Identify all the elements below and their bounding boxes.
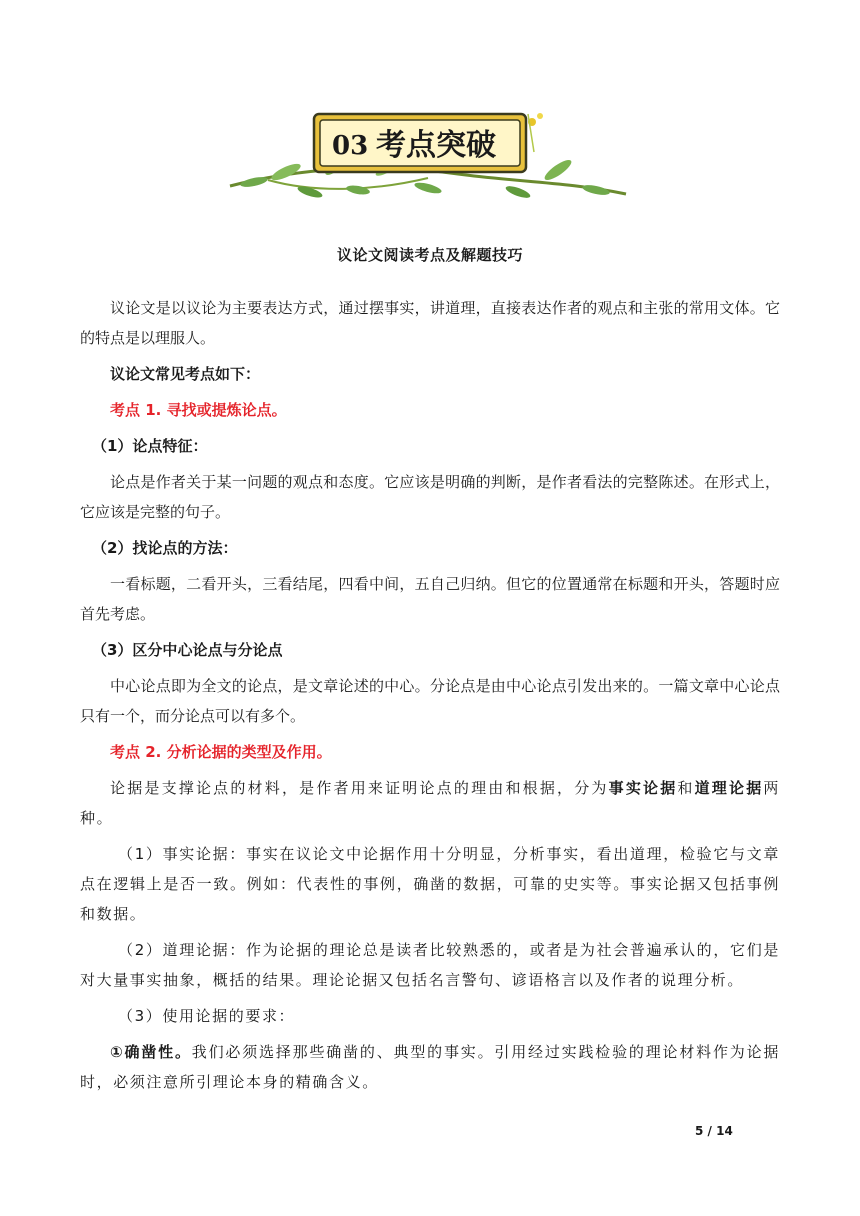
point2-requirements: （3）使用论据的要求：	[118, 1007, 296, 1025]
banner-number: 03	[332, 131, 369, 161]
reason-evidence-term: 道理论据	[694, 779, 764, 797]
point2-fact-evidence: （1）事实论据：事实在议论文中论据作用十分明显，分析事实，看出道理，检验它与文章点在逻辑上是否一致。例如：代表性的事例，确凿的数据，可靠的史实等。事实论据又包括事例和数据。	[80, 845, 780, 923]
page-title: 议论文阅读考点及解题技巧	[336, 246, 523, 264]
page-number: 5 / 14	[695, 1124, 733, 1138]
req1-term: ①确凿性。	[110, 1043, 192, 1061]
banner-label: 考点突破	[376, 128, 496, 163]
section-banner	[228, 108, 628, 208]
point1-sub1-heading: （1）论点特征：	[92, 437, 208, 455]
point1-sub1-text: 论点是作者关于某一问题的观点和态度。它应该是明确的判断，是作者看法的完整陈述。在形式上，它应该是完整的句子。	[80, 473, 780, 521]
article-body	[80, 293, 780, 1097]
point2-intro: 论据是支撑论点的材料，是作者用来证明论点的理由和根据，分为事实论据和道理论据两种。	[80, 779, 780, 827]
intro-paragraph: 议论文是以议论为主要表达方式，通过摆事实，讲道理，直接表达作者的观点和主张的常用文体。它的特点是以理服人。	[80, 299, 780, 347]
point1-sub2-text: 一看标题，二看开头，三看结尾，四看中间，五自己归纳。但它的位置通常在标题和开头，答题时应首先考虑。	[80, 575, 780, 623]
point1-sub2-heading: （2）找论点的方法：	[92, 539, 238, 557]
common-points-heading: 议论文常见考点如下：	[110, 365, 261, 383]
point1-heading: 考点 1. 寻找或提炼论点。	[110, 401, 287, 419]
point2-reason-evidence: （2）道理论据：作为论据的理论总是读者比较熟悉的，或者是为社会普遍承认的，它们是对大量事实抽象，概括的结果。理论论据又包括名言警句、谚语格言以及作者的说理分析。	[80, 941, 780, 989]
point2-heading: 考点 2. 分析论据的类型及作用。	[110, 743, 332, 761]
fact-evidence-term: 事实论据	[608, 779, 678, 797]
point1-sub3-heading: （3）区分中心论点与分论点	[92, 641, 283, 659]
point1-sub3-text: 中心论点即为全文的论点，是文章论述的中心。分论点是由中心论点引发出来的。一篇文章中心论点只有一个，而分论点可以有多个。	[80, 677, 780, 725]
point2-req1: ①确凿性。我们必须选择那些确凿的、典型的事实。引用经过实践检验的理论材料作为论据时，必须注意所引理论本身的精确含义。	[80, 1043, 780, 1091]
